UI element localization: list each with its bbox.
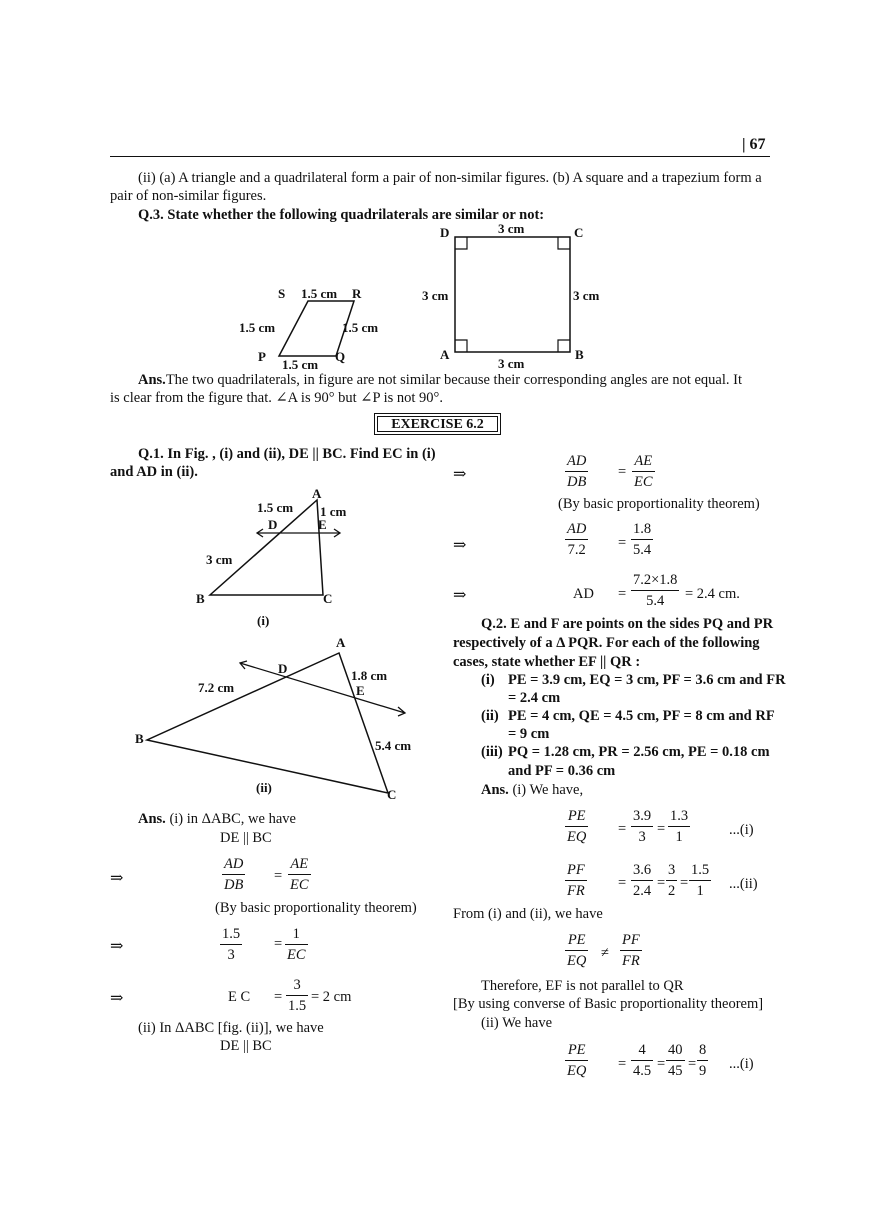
equals-sign: = [618, 535, 627, 551]
denominator: 3 [638, 829, 646, 845]
implies-symbol: ⇒ [453, 537, 467, 554]
rhombus-label-s: S [278, 286, 286, 301]
answer-2-intro [481, 782, 583, 799]
square-label-b: B [575, 347, 584, 362]
case-i-line-1: PE = 3.9 cm, EQ = 3 cm, PF = 3.6 cm and FR [508, 672, 786, 688]
equals-sign: = [618, 464, 627, 480]
numerator: 3.9 [631, 808, 653, 827]
fraction-1-5-over-1 [689, 862, 711, 900]
question-2-line-1: Q.2. E and F are points on the sides PQ and PR [481, 616, 774, 632]
implies-symbol: ⇒ [110, 938, 124, 955]
denominator: 9 [699, 1063, 707, 1079]
fraction-4-over-4-5 [631, 1042, 653, 1080]
case-i-line-2: = 2.4 cm [508, 690, 561, 706]
case-ii-label: (ii) [481, 708, 499, 724]
fig2-side-ec: 5.4 cm [375, 738, 412, 753]
fraction-ad-over-7-2 [565, 521, 588, 559]
converse-note: [By using converse of Basic proportionality theorem] [453, 996, 764, 1012]
fraction-pe-eq [565, 808, 588, 846]
fraction-1-3-over-1 [668, 808, 690, 846]
fraction-pe-eq-c [565, 932, 588, 970]
equation-tag-i-2: ...(i) [729, 1056, 754, 1072]
case-ii-line-2: = 9 cm [508, 726, 550, 742]
fig1-label-a: A [312, 486, 322, 501]
implies-symbol: ⇒ [453, 587, 467, 604]
denominator: 5.4 [646, 593, 665, 609]
fraction-3-6-over-2-4 [631, 862, 653, 900]
denominator: EQ [567, 1063, 587, 1079]
ans-label: Ans. [138, 811, 166, 827]
ans-text: (i) We have, [512, 782, 584, 798]
therefore-statement: Therefore, EF is not parallel to QR [481, 978, 684, 994]
fraction-1-over-ec [285, 926, 308, 964]
numerator: 8 [697, 1042, 708, 1061]
part-ii-we-have: (ii) We have [481, 1015, 553, 1031]
denominator: 2.4 [633, 883, 652, 899]
square-side-left: 3 cm [422, 288, 449, 303]
fig1-side-ad: 1.5 cm [257, 500, 294, 515]
numerator: AE [288, 856, 311, 875]
implies-symbol: ⇒ [110, 990, 124, 1007]
from-i-ii: From (i) and (ii), we have [453, 906, 603, 922]
numerator: 3 [666, 862, 677, 881]
ec-label: E C [228, 989, 251, 1005]
fraction-8-over-9 [697, 1042, 708, 1080]
square-label-c: C [574, 225, 584, 240]
fraction-1-8-over-5-4 [631, 521, 653, 559]
rhombus-side-bottom: 1.5 cm [282, 357, 319, 372]
part-ii-intro: (ii) In ΔABC [fig. (ii)], we have [138, 1020, 324, 1036]
ans-text: (i) in ΔABC, we have [169, 811, 296, 827]
fig1-label-e: E [318, 517, 327, 532]
fraction-1-5-over-3 [220, 926, 242, 964]
header-rule [110, 156, 770, 157]
implies-symbol: ⇒ [110, 870, 124, 887]
equation-tag-i: ...(i) [729, 822, 754, 838]
rhombus-side-top: 1.5 cm [301, 286, 338, 301]
denominator: 1 [675, 829, 683, 845]
ans-text: The two quadrilaterals, in figure are not similar because their corresponding angles are not equal. It [165, 372, 742, 388]
fraction-pf-fr-c [620, 932, 642, 970]
case-iii-label: (iii) [481, 744, 503, 760]
fraction-3-over-1-5 [286, 977, 308, 1015]
denominator: 4.5 [633, 1063, 652, 1079]
denominator: EQ [567, 829, 587, 845]
denominator: EC [634, 474, 653, 490]
fraction-3-over-2 [666, 862, 677, 900]
equals-sign: = [657, 821, 666, 837]
equals-sign: = [688, 1056, 697, 1072]
fig2-label-e: E [356, 683, 365, 698]
square-label-d: D [440, 225, 450, 240]
equals-sign: = [274, 989, 283, 1005]
numerator: 4 [631, 1042, 653, 1061]
numerator: PE [565, 808, 588, 827]
numerator: AD [222, 856, 245, 875]
not-equal-sign: ≠ [601, 945, 609, 961]
figure-i [190, 485, 360, 630]
numerator: 1 [285, 926, 308, 945]
fig2-label-a: A [336, 635, 346, 650]
denominator: 3 [227, 947, 235, 963]
numerator: AE [632, 453, 655, 472]
fig1-label-d: D [268, 517, 278, 532]
figure-ii [130, 632, 425, 807]
question-1-line-2: and AD in (ii). [110, 464, 198, 480]
fig1-side-ae: 1 cm [320, 504, 347, 519]
numerator: 1.8 [631, 521, 653, 540]
equals-sign: = [618, 586, 627, 602]
rhombus-side-left: 1.5 cm [239, 320, 276, 335]
square-side-bottom: 3 cm [498, 356, 525, 371]
exercise-heading [374, 413, 501, 435]
ec-result: = 2 cm [311, 989, 352, 1005]
equals-sign: = [274, 936, 283, 952]
fraction-ae-ec-r [632, 453, 655, 491]
square-label-a: A [440, 347, 450, 362]
rhombus-label-q: Q [335, 349, 346, 364]
square-side-top: 3 cm [498, 222, 525, 236]
denominator: EC [290, 877, 309, 893]
fig1-label-b: B [196, 591, 205, 606]
numerator: 1.3 [668, 808, 690, 827]
equals-sign: = [618, 1056, 627, 1072]
implies-symbol: ⇒ [453, 466, 467, 483]
fraction-pe-eq-d [565, 1042, 588, 1080]
denominator: FR [622, 953, 640, 969]
ans-label: Ans. [481, 782, 509, 798]
de-parallel-bc-2: DE || BC [220, 1038, 272, 1054]
case-iii-line-1: PQ = 1.28 cm, PR = 2.56 cm, PE = 0.18 cm [508, 744, 770, 760]
numerator: PF [565, 862, 587, 881]
equals-sign: = [657, 1056, 666, 1072]
bpt-note-r: (By basic proportionality theorem) [558, 496, 760, 512]
rhombus-label-r: R [352, 286, 362, 301]
denominator: FR [567, 883, 585, 899]
fraction-ad-db-r [565, 453, 588, 491]
denominator: 7.2 [567, 542, 586, 558]
right-angle-c [558, 237, 570, 249]
rhombus-label-p: P [258, 349, 266, 364]
fraction-40-over-45 [666, 1042, 685, 1080]
para-line-2: pair of non-similar figures. [110, 188, 267, 204]
equals-sign: = [680, 875, 689, 891]
equals-sign: = [274, 868, 283, 884]
ans-label: Ans. [138, 372, 166, 388]
equals-sign: = [618, 875, 627, 891]
denominator: 2 [668, 883, 676, 899]
bpt-note: (By basic proportionality theorem) [215, 900, 417, 916]
fig2-label-d: D [278, 661, 288, 676]
denominator: 5.4 [633, 542, 652, 558]
answer-3-line-2: is clear from the figure that. ∠A is 90° but ∠P is not 90°. [110, 390, 443, 406]
fig2-label-c: C [387, 787, 397, 802]
numerator: 1.5 [220, 926, 242, 945]
numerator: PF [620, 932, 642, 951]
page-number: | 67 [742, 136, 766, 153]
fig1-side-db: 3 cm [206, 552, 233, 567]
right-angle-d [455, 237, 467, 249]
square-side-right: 3 cm [573, 288, 600, 303]
question-2-line-2: respectively of a Δ PQR. For each of the following [453, 635, 760, 651]
fraction-ae-ec [288, 856, 311, 894]
numerator: 3 [286, 977, 308, 996]
numerator: AD [565, 453, 588, 472]
fig2-side-ad: 7.2 cm [198, 680, 235, 695]
fig2-caption: (ii) [256, 780, 272, 795]
fig2-side-ae: 1.8 cm [351, 668, 388, 683]
denominator: DB [567, 474, 587, 490]
denominator: 45 [668, 1063, 683, 1079]
fraction-ad-calc [631, 572, 679, 610]
case-iii-line-2: and PF = 0.36 cm [508, 763, 616, 779]
ad-label: AD [573, 586, 594, 602]
fig1-label-c: C [323, 591, 333, 606]
question-2-line-3: cases, state whether EF || QR : [453, 654, 641, 670]
para-line-1: (ii) (a) A triangle and a quadrilateral form a pair of non-similar figures. (b) A square and a trapezium form a [138, 170, 762, 186]
numerator: 7.2×1.8 [631, 572, 679, 591]
fraction-pf-fr [565, 862, 587, 900]
question-3: Q.3. State whether the following quadrilaterals are similar or not: [138, 207, 545, 223]
denominator: DB [224, 877, 244, 893]
fraction-ad-db [222, 856, 245, 894]
fig1-caption: (i) [257, 613, 270, 628]
numerator: PE [565, 932, 588, 951]
denominator: 1.5 [288, 998, 307, 1014]
question-1-line-1: Q.1. In Fig. , (i) and (ii), DE || BC. Find EC in (i) [138, 446, 436, 462]
case-ii-line-1: PE = 4 cm, QE = 4.5 cm, PF = 8 cm and RF [508, 708, 775, 724]
exercise-title: EXERCISE 6.2 [377, 416, 498, 432]
equation-tag-ii: ...(ii) [729, 876, 758, 892]
right-angle-b [558, 340, 570, 352]
right-angle-a [455, 340, 467, 352]
numerator: 40 [666, 1042, 685, 1061]
fig2-label-b: B [135, 731, 144, 746]
equals-sign: = [618, 821, 627, 837]
denominator: EQ [567, 953, 587, 969]
answer-1-intro [138, 811, 296, 828]
ad-result: = 2.4 cm. [685, 586, 740, 602]
denominator: 1 [696, 883, 704, 899]
numerator: AD [565, 521, 588, 540]
denominator: EC [287, 947, 306, 963]
answer-3-line-1 [138, 372, 742, 389]
square-abcd [455, 237, 570, 352]
rhombus-side-right: 1.5 cm [342, 320, 379, 335]
de-parallel-bc: DE || BC [220, 830, 272, 846]
quadrilaterals-figure [230, 222, 610, 372]
case-i-label: (i) [481, 672, 495, 688]
numerator: 1.5 [689, 862, 711, 881]
equals-sign: = [657, 875, 666, 891]
numerator: 3.6 [631, 862, 653, 881]
fraction-3-9-over-3 [631, 808, 653, 846]
numerator: PE [565, 1042, 588, 1061]
